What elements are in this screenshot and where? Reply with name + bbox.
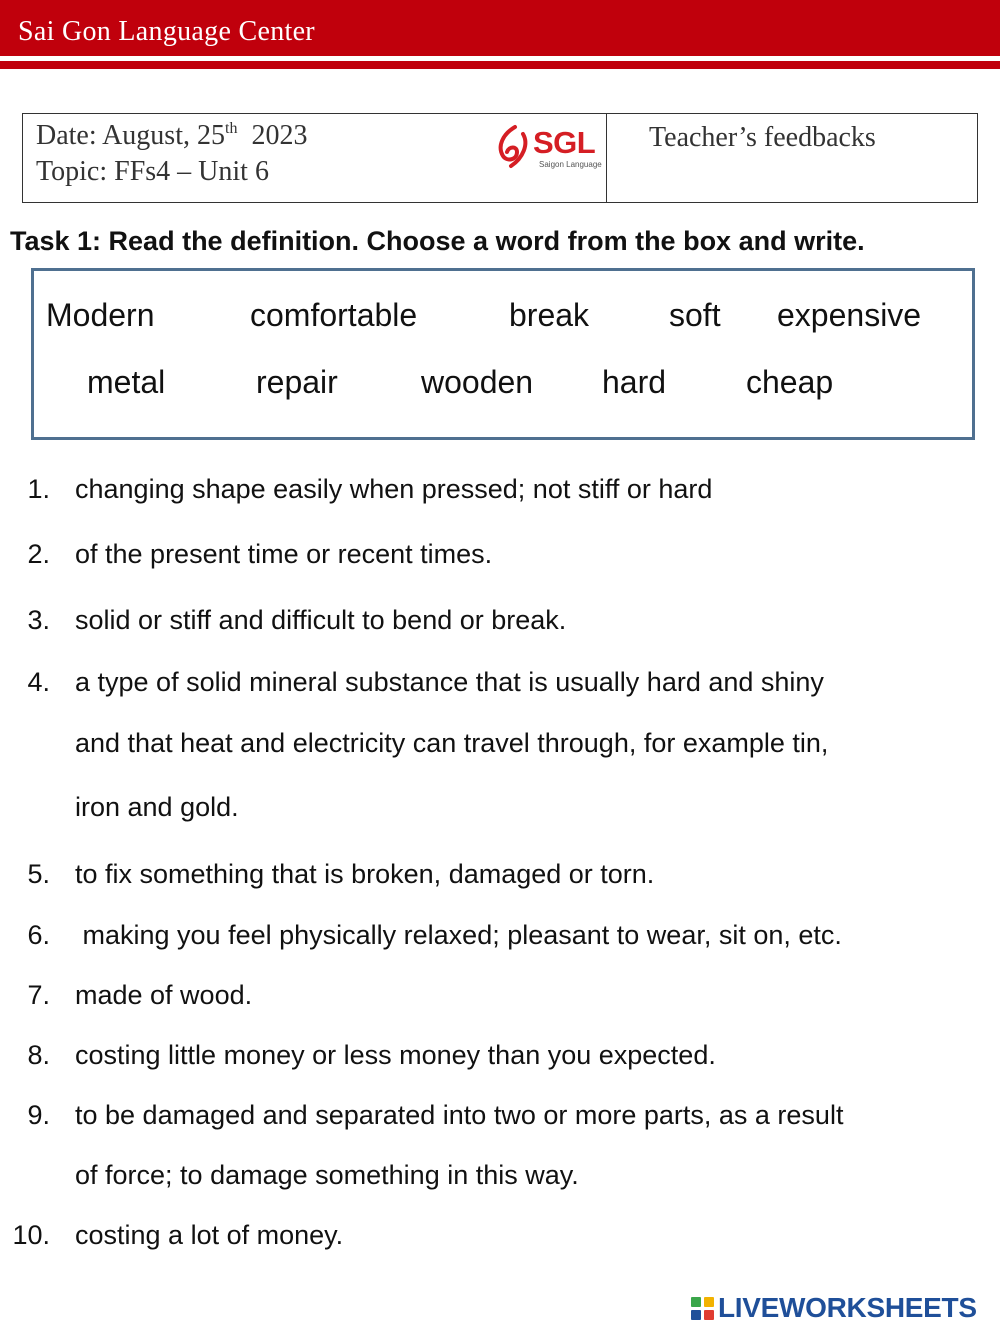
question-number: 2.: [27, 539, 50, 569]
date-year: 2023: [251, 120, 308, 151]
word-box: [31, 268, 975, 440]
sgl-logo: [493, 122, 605, 176]
word-option: comfortable: [250, 297, 418, 333]
word-option: expensive: [777, 297, 922, 333]
date-prefix: Date: August, 25: [36, 120, 225, 151]
question-text: made of wood.: [75, 980, 253, 1010]
question-number: 6.: [27, 920, 50, 950]
word-option: break: [509, 297, 590, 333]
question-number: 3.: [27, 605, 50, 635]
liveworksheets-logo-icon: [691, 1297, 715, 1321]
word-option: soft: [669, 297, 721, 333]
question-text: of the present time or recent times.: [75, 539, 493, 569]
question-text: to be damaged and separated into two or more parts, as a result: [75, 1100, 844, 1130]
question-text: a type of solid mineral substance that is usually hard and shiny: [75, 667, 824, 697]
sgl-logo-icon: [493, 124, 533, 170]
question-number: 10.: [12, 1220, 50, 1250]
word-option: metal: [87, 364, 166, 400]
question-text: of force; to damage something in this way.: [75, 1160, 579, 1190]
question-text: costing a lot of money.: [75, 1220, 344, 1250]
question-text: costing little money or less money than you expected.: [75, 1040, 716, 1070]
task-title: Task 1: Read the definition. Choose a word from the box and write.: [10, 226, 865, 256]
question-text: iron and gold.: [75, 792, 239, 822]
word-option: wooden: [421, 364, 534, 400]
liveworksheets-watermark: [691, 1293, 991, 1327]
sgl-logo-subtext: Saigon Language: [539, 160, 602, 169]
question-number: 9.: [27, 1100, 50, 1130]
word-option: repair: [256, 364, 338, 400]
question-text: and that heat and electricity can travel through, for example tin,: [75, 728, 829, 758]
word-option: hard: [602, 364, 667, 400]
question-text: to fix something that is broken, damaged or torn.: [75, 859, 655, 889]
question-number: 8.: [27, 1040, 50, 1070]
topic-line: Topic: FFs4 – Unit 6: [36, 156, 269, 187]
question-number: 7.: [27, 980, 50, 1010]
date-line: [36, 120, 307, 152]
date-suffix: th: [225, 120, 238, 137]
center-title: Sai Gon Language Center: [18, 16, 315, 47]
word-option: cheap: [746, 364, 834, 400]
liveworksheets-brand: LIVEWORKSHEETS: [718, 1292, 977, 1323]
question-number: 5.: [27, 859, 50, 889]
question-number: 1.: [27, 474, 50, 504]
question-text: solid or stiff and difficult to bend or break.: [75, 605, 567, 635]
question-number: 4.: [27, 667, 50, 697]
question-text: changing shape easily when pressed; not stiff or hard: [75, 474, 713, 504]
header-bar: [0, 0, 1000, 56]
sgl-logo-text: SGL: [533, 125, 596, 160]
header-divider: [0, 61, 1000, 69]
question-text: making you feel physically relaxed; pleasant to wear, sit on, etc.: [75, 920, 842, 950]
info-table: [22, 113, 978, 203]
word-option: Modern: [46, 297, 155, 333]
info-left-cell: [23, 114, 607, 202]
teacher-feedback-label: Teacher’s feedbacks: [649, 122, 876, 153]
